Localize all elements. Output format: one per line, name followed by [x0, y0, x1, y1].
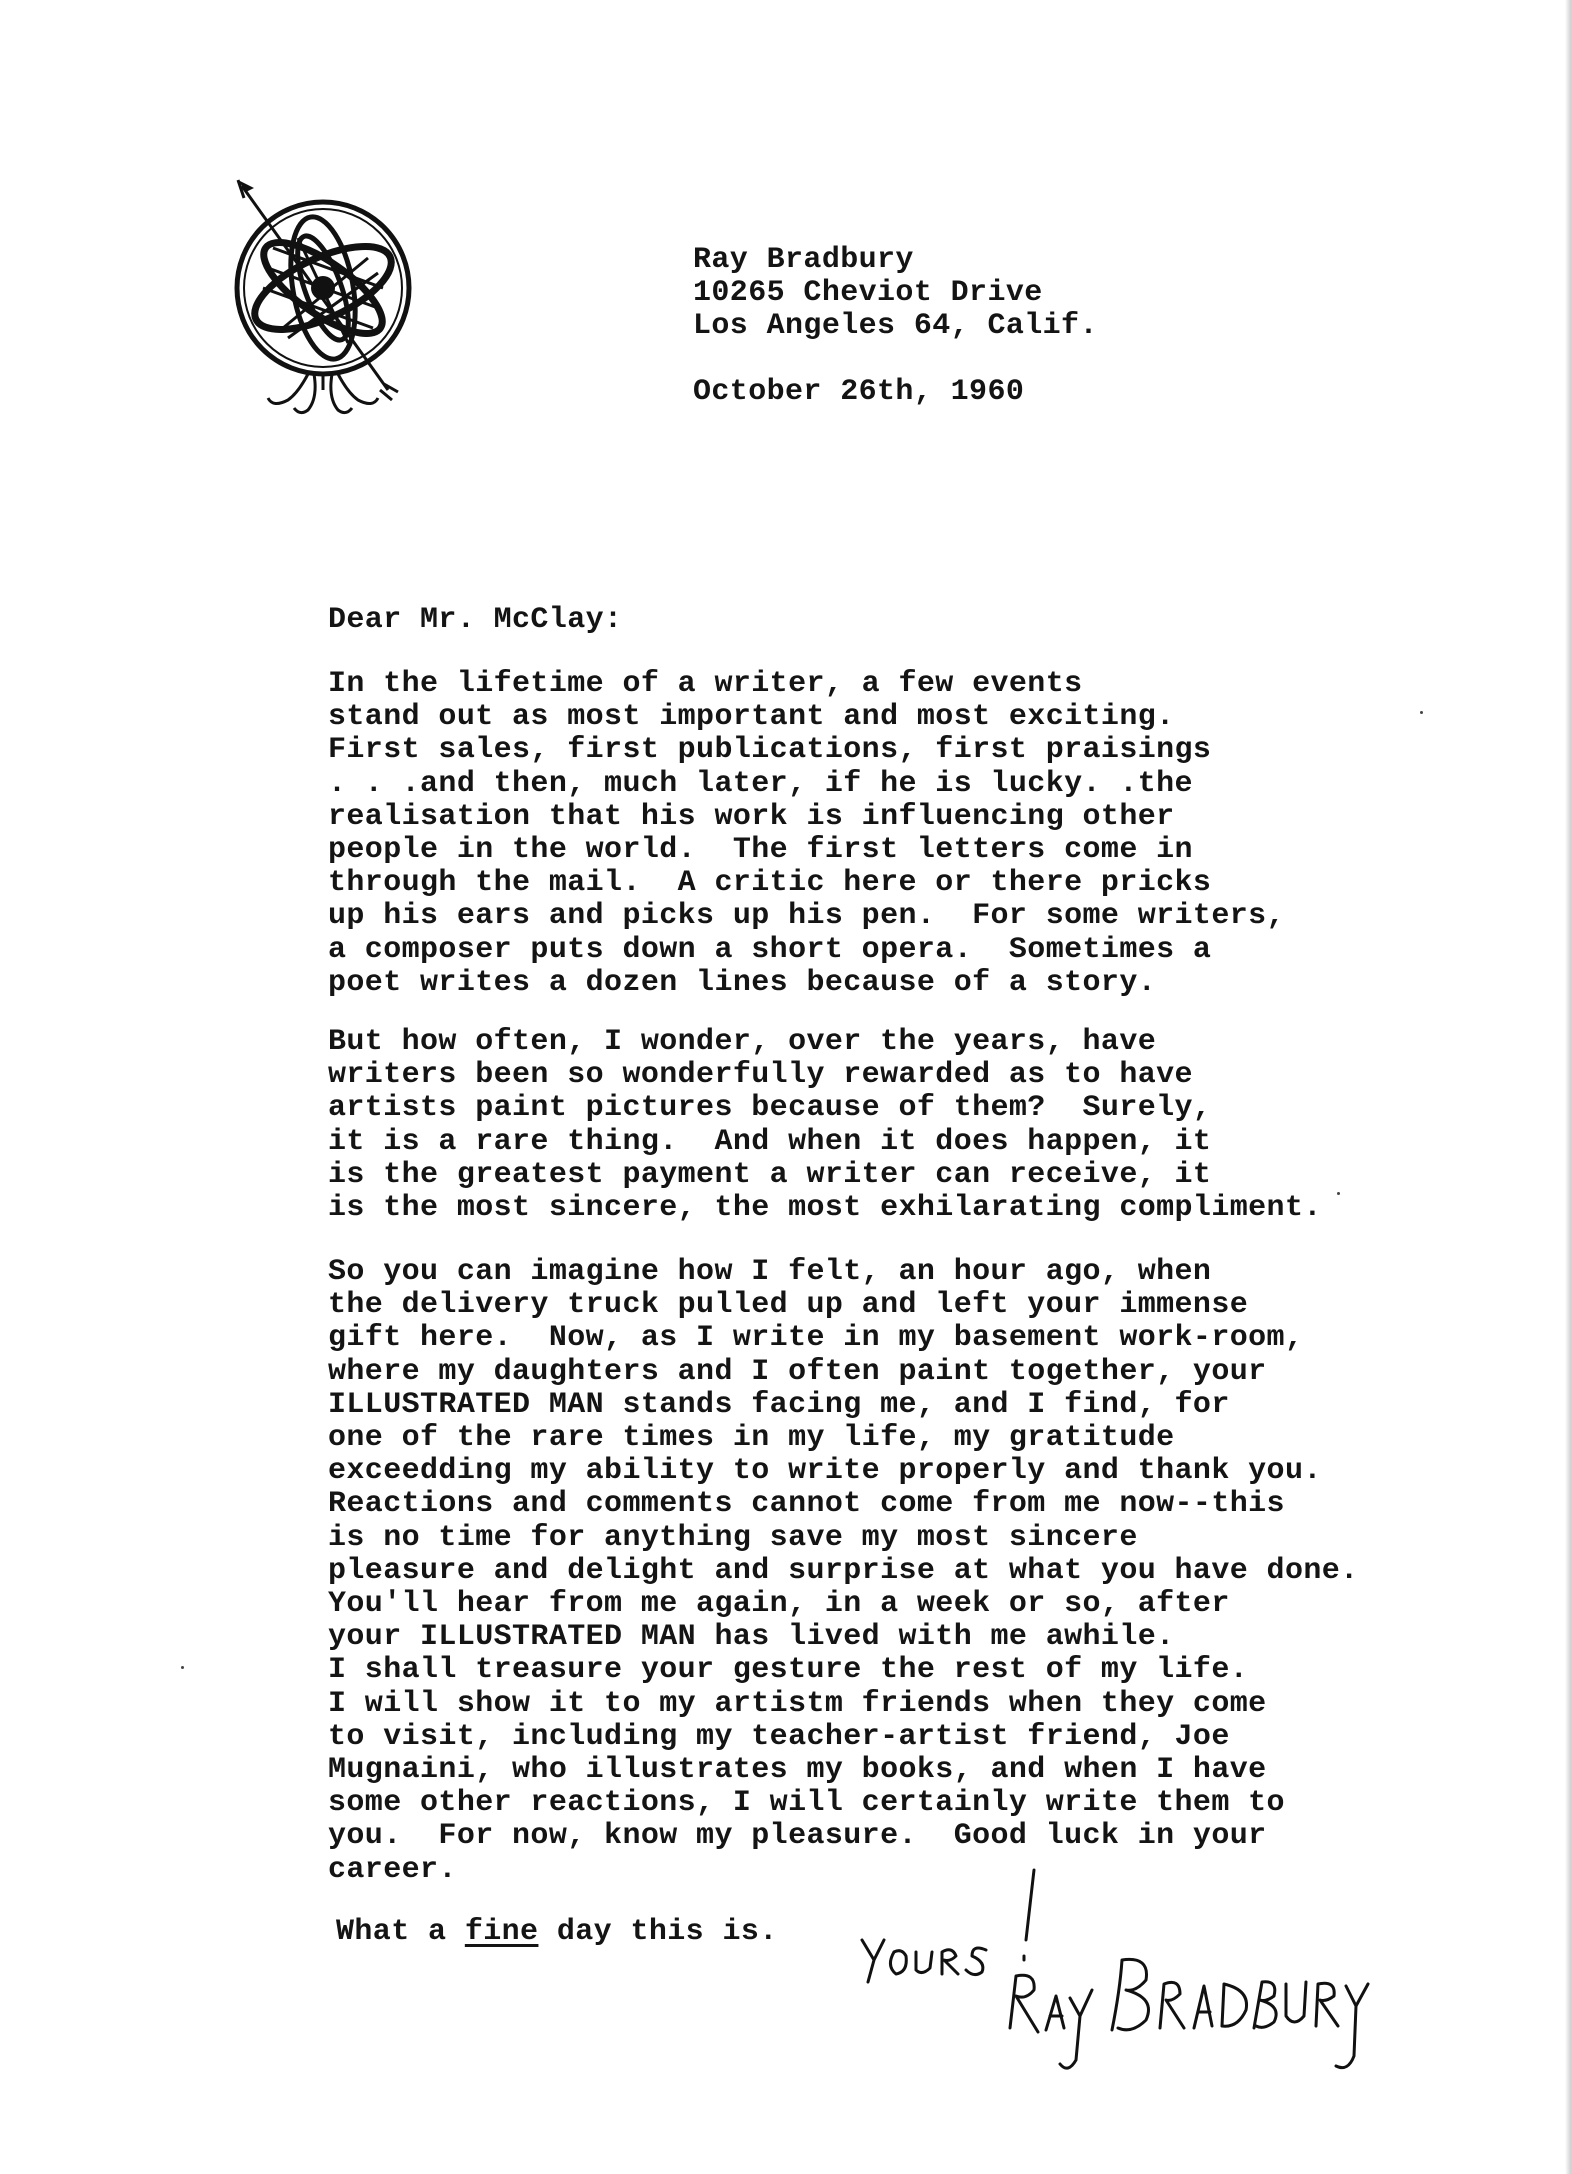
paragraph-line: pleasure and delight and surprise at what you have done.	[328, 1553, 1359, 1588]
paragraph-line: First sales, first publications, first praisings	[328, 733, 1212, 768]
sender-street: 10265 Cheviot Drive	[693, 276, 1043, 310]
paragraph-line: Mugnaini, who illustrates my books, and when I have	[328, 1753, 1267, 1788]
paragraph-line: I will show it to my artistm friends when they come	[328, 1686, 1267, 1721]
paragraph-line: ILLUSTRATED MAN stands facing me, and I find, for	[328, 1387, 1230, 1422]
paragraph-line: you. For now, know my pleasure. Good luck in your	[328, 1819, 1267, 1854]
paragraph-2	[328, 1026, 1322, 1225]
paragraph-line: where my daughters and I often paint together, your	[328, 1354, 1267, 1389]
salutation-text: Dear Mr. McClay:	[328, 603, 623, 637]
salutation	[328, 604, 622, 637]
paragraph-line: But how often, I wonder, over the years, have	[328, 1025, 1157, 1059]
paragraph-line: realisation that his work is influencing other	[328, 799, 1175, 834]
scan-edge-shadow	[1565, 0, 1571, 2174]
sender-address	[693, 244, 1098, 343]
closing-before: What a	[336, 1915, 465, 1949]
scan-speck	[1337, 1192, 1340, 1195]
paragraph-line: it is a rare thing. And when it does happen, it	[328, 1124, 1212, 1159]
paragraph-line: the delivery truck pulled up and left your immense	[328, 1288, 1249, 1323]
paragraph-line: Reactions and comments cannot come from me now--this	[328, 1487, 1285, 1522]
scan-speck	[181, 1666, 184, 1669]
armillary-sphere-logo-icon	[228, 178, 418, 428]
closing-underlined-word: fine	[464, 1915, 539, 1949]
paragraph-line: is the most sincere, the most exhilarating compliment.	[328, 1191, 1322, 1226]
paragraph-line: In the lifetime of a writer, a few events	[328, 667, 1083, 701]
paragraph-line: gift here. Now, as I write in my basement work-room,	[328, 1321, 1304, 1356]
paragraph-line: up his ears and picks up his pen. For some writers,	[328, 899, 1285, 934]
paragraph-line: to visit, including my teacher-artist friend, Joe	[328, 1719, 1230, 1754]
paragraph-line: is the greatest payment a writer can receive, it	[328, 1157, 1212, 1192]
paragraph-line: a composer puts down a short opera. Sometimes a	[328, 932, 1212, 967]
paragraph-line: writers been so wonderfully rewarded as to have	[328, 1058, 1193, 1093]
paragraph-line: career.	[328, 1852, 457, 1887]
paragraph-line: stand out as most important and most exciting.	[328, 700, 1175, 735]
paragraph-line: . . .and then, much later, if he is lucky. .the	[328, 766, 1193, 801]
paragraph-3	[328, 1256, 1359, 1887]
paragraph-line: people in the world. The first letters come in	[328, 833, 1193, 868]
closing-line	[336, 1916, 778, 1949]
scan-speck	[1420, 711, 1423, 714]
paragraph-line: through the mail. A critic here or there pricks	[328, 866, 1212, 901]
paragraph-line: I shall treasure your gesture the rest of my life.	[328, 1653, 1249, 1688]
paragraph-line: your ILLUSTRATED MAN has lived with me awhile.	[328, 1620, 1175, 1655]
paragraph-line: some other reactions, I will certainly write them to	[328, 1786, 1285, 1821]
paragraph-line: So you can imagine how I felt, an hour ago, when	[328, 1255, 1212, 1289]
closing-after: day this is.	[538, 1915, 778, 1949]
paragraph-line: You'll hear from me again, in a week or so, after	[328, 1587, 1230, 1622]
closing-text	[336, 1916, 778, 1949]
sender-name: Ray Bradbury	[693, 243, 914, 277]
handwritten-signature-icon	[850, 1860, 1390, 2100]
paragraph-line: poet writes a dozen lines because of a story.	[328, 965, 1157, 1000]
letter-date	[693, 376, 1024, 409]
paragraph-line: one of the rare times in my life, my gratitude	[328, 1421, 1175, 1456]
sender-city: Los Angeles 64, Calif.	[693, 309, 1098, 343]
date-text: October 26th, 1960	[693, 375, 1025, 409]
paragraph-line: exceedding my ability to write properly and thank you.	[328, 1454, 1322, 1489]
paragraph-line: artists paint pictures because of them? Surely,	[328, 1091, 1212, 1126]
paragraph-line: is no time for anything save my most sincere	[328, 1520, 1138, 1555]
paragraph-1	[328, 668, 1285, 1000]
